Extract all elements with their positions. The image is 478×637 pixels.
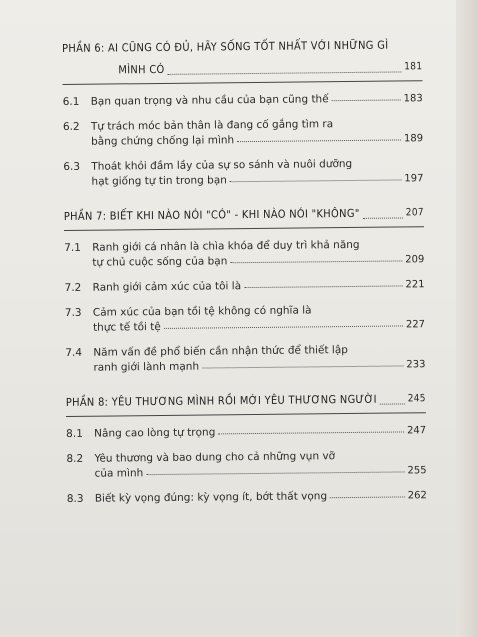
entry-page: 183 xyxy=(403,93,423,105)
entry-number: 8.1 xyxy=(66,427,83,440)
entry-title: hạt giống tự tin trong bạn xyxy=(91,174,227,188)
toc-entry-7-2[interactable] xyxy=(65,277,425,296)
entry-title: Biết kỳ vọng đúng: kỳ vọng ít, bớt thất vọng xyxy=(94,490,328,505)
dot-leader xyxy=(330,496,405,498)
dot-leader xyxy=(244,285,402,288)
entry-title: thực tế tồi tệ xyxy=(92,320,161,334)
entry-title: của mình xyxy=(94,467,144,480)
dot-leader xyxy=(230,260,402,263)
entry-title: bằng chứng chống lại mình xyxy=(91,134,235,148)
dot-leader xyxy=(146,471,404,475)
entry-title-line: Yêu thương và bao dung cho cả những vụn vỡ xyxy=(94,450,336,465)
part-6-title-line2: MÌNH CÓ xyxy=(118,62,165,77)
toc-entry-6-1[interactable] xyxy=(63,91,423,110)
part-8-page: 245 xyxy=(407,393,426,405)
dot-leader xyxy=(363,217,403,218)
entry-number: 6.1 xyxy=(62,95,80,108)
dot-leader xyxy=(168,71,402,74)
page-edge xyxy=(456,0,478,637)
entry-title: Bạn quan trọng và nhu cầu của bạn cũng thế xyxy=(90,93,329,108)
entry-number: 7.3 xyxy=(64,306,82,319)
entry-title-line: Năm vấn đề phổ biến cần nhận thức để thiết lập xyxy=(93,344,348,359)
entry-title-line: Tự trách móc bản thân là đang cố gắng tìm ra xyxy=(90,118,334,133)
entry-title: Ranh giới cảm xúc của tôi là xyxy=(92,280,242,294)
entry-title-line: Cảm xúc của bạn tồi tệ không có nghĩa là xyxy=(92,304,312,319)
entry-page: 233 xyxy=(406,359,426,371)
entry-number: 8.2 xyxy=(66,452,84,465)
dot-leader xyxy=(218,431,404,434)
toc-entry-6-2[interactable] xyxy=(63,116,423,150)
dot-leader xyxy=(202,365,403,368)
toc-entry-8-1[interactable] xyxy=(66,423,426,442)
part-7-page: 207 xyxy=(405,207,424,219)
dot-leader xyxy=(164,325,403,329)
entry-page: 227 xyxy=(405,319,426,331)
entry-number: 7.4 xyxy=(65,346,83,359)
part-6 xyxy=(62,34,424,190)
entry-title-line: Thoát khỏi đầm lầy của sự so sánh và nuôi dưỡng xyxy=(91,157,353,173)
entry-page: 221 xyxy=(405,279,425,291)
toc-entry-7-4[interactable] xyxy=(65,342,425,376)
toc-entry-8-3[interactable] xyxy=(67,488,427,507)
entry-title: tự chủ cuộc sống của bạn xyxy=(92,255,228,269)
part-8-title: PHẦN 8: YÊU THƯƠNG MÌNH RỒI MỚI YÊU THƯƠNG NGƯỜI xyxy=(65,392,377,409)
entry-title: ranh giới lành mạnh xyxy=(93,360,200,374)
entry-title: Nâng cao lòng tự trọng xyxy=(94,426,216,440)
entry-page: 197 xyxy=(404,173,424,185)
toc-entry-8-2[interactable] xyxy=(66,448,426,482)
part-8 xyxy=(66,388,427,507)
entry-page: 262 xyxy=(407,490,427,502)
part-7-title: PHẦN 7: BIẾT KHI NÀO NÓI "CÓ" - KHI NÀO NÓI "KHÔNG" xyxy=(63,206,360,223)
part-7 xyxy=(64,202,426,376)
entry-number: 7.1 xyxy=(64,241,81,254)
table-of-contents xyxy=(62,34,427,507)
entry-title-line: Ranh giới cá nhân là chìa khóa để duy trì khả năng xyxy=(92,238,360,254)
entry-number: 6.2 xyxy=(62,120,80,133)
toc-entry-6-3[interactable] xyxy=(63,156,423,190)
part-6-title-line1: PHẦN 6: AI CŨNG CÓ ĐỦ, HÃY SỐNG TỐT NHẤT VỚI NHỮNG GÌ xyxy=(62,38,389,55)
entry-number: 7.2 xyxy=(64,281,82,294)
dot-leader xyxy=(237,139,401,142)
entry-number: 6.3 xyxy=(63,160,81,173)
dot-leader xyxy=(230,179,402,182)
toc-entry-7-3[interactable] xyxy=(65,302,425,336)
toc-entry-7-1[interactable] xyxy=(64,237,424,271)
entry-page: 209 xyxy=(405,254,425,266)
part-6-page: 181 xyxy=(404,61,423,73)
dot-leader xyxy=(380,403,405,404)
dot-leader xyxy=(332,99,401,101)
entry-page: 247 xyxy=(406,425,427,437)
entry-number: 8.3 xyxy=(66,492,84,505)
entry-page: 189 xyxy=(403,133,424,145)
entry-page: 255 xyxy=(407,465,427,477)
part-6-title xyxy=(62,34,422,82)
